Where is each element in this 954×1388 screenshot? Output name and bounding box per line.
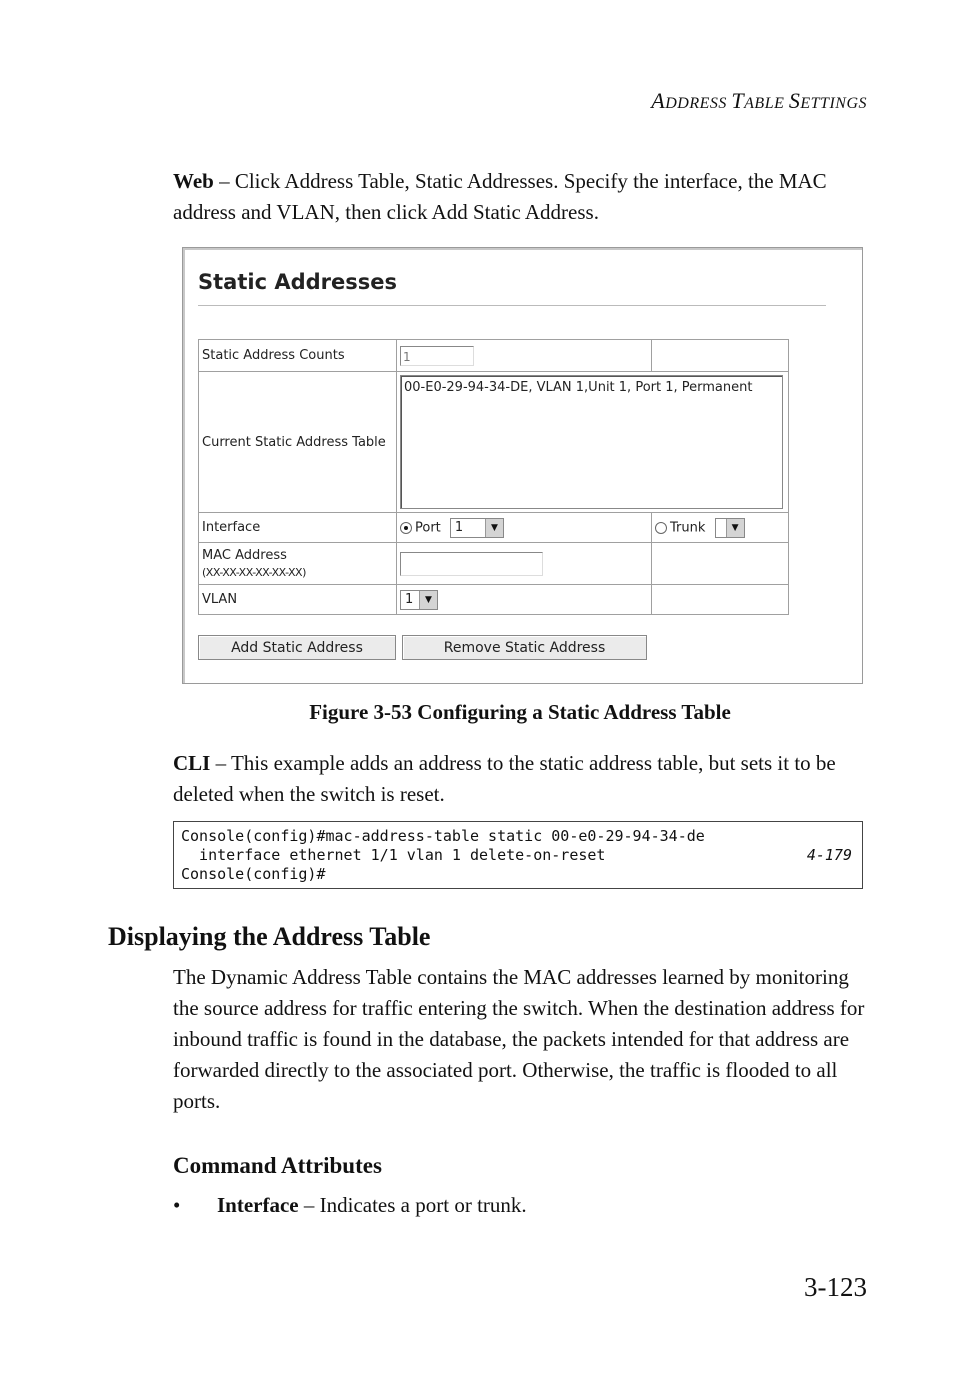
vlan-select[interactable]: 1 ▼ — [400, 590, 438, 610]
static-address-form — [198, 339, 789, 615]
attribute-desc: – Indicates a port or trunk. — [298, 1193, 527, 1217]
code-line-3: Console(config)# — [181, 865, 326, 883]
section-title: Displaying the Address Table — [108, 922, 431, 951]
static-address-list[interactable] — [400, 375, 783, 509]
vlan-label: VLAN — [199, 585, 397, 615]
cli-code-block — [173, 821, 863, 889]
list-item[interactable]: 00-E0-29-94-34-DE, VLAN 1,Unit 1, Port 1, Permanent — [404, 380, 753, 395]
chevron-down-icon: ▼ — [485, 519, 503, 537]
page-number: 3-123 — [804, 1272, 867, 1302]
section-body: The Dynamic Address Table contains the MAC addresses learned by monitoring the source address for traffic entering the switch. When the destination address for inbound traffic is found in the database, the packets intended for that address are forwarded directly to the associated port. Otherwise, the traffic is flooded to all ports. — [173, 965, 865, 1113]
mac-address-input[interactable] — [400, 552, 543, 576]
intro-paragraph: Web – Click Address Table, Static Addresses. Specify the interface, the MAC address and VLAN, then click Add Static Address. — [173, 169, 827, 224]
trunk-radio-label: Trunk — [670, 520, 706, 535]
code-line-2: interface ethernet 1/1 vlan 1 delete-on-reset — [181, 846, 606, 864]
code-line-1: Console(config)#mac-address-table static 00-e0-29-94-34-de — [181, 827, 705, 845]
subsection-heading: Command Attributes — [173, 1153, 382, 1178]
title-divider — [198, 305, 826, 306]
trunk-radio[interactable] — [655, 522, 667, 534]
table-label: Current Static Address Table — [199, 372, 397, 513]
intro-lead: Web — [173, 169, 214, 193]
bullet-marker: • — [173, 1193, 181, 1217]
running-header: ADDRESS TABLE SETTINGS — [651, 88, 867, 113]
add-static-address-button[interactable]: Add Static Address — [198, 635, 396, 660]
port-select[interactable]: 1 ▼ — [450, 518, 504, 538]
mac-label: MAC Address — [202, 547, 287, 563]
chevron-down-icon: ▼ — [726, 519, 744, 537]
port-radio-label: Port — [415, 520, 441, 535]
count-label: Static Address Counts — [199, 340, 397, 372]
mac-format-hint: (XX-XX-XX-XX-XX-XX) — [202, 565, 306, 579]
chevron-down-icon: ▼ — [419, 591, 437, 609]
port-radio[interactable] — [400, 522, 412, 534]
command-reference: 4-179 — [806, 846, 852, 864]
cli-lead: CLI — [173, 751, 211, 775]
panel-title: Static Addresses — [198, 270, 397, 294]
trunk-select[interactable] — [715, 518, 745, 538]
static-addresses-screenshot — [182, 247, 863, 684]
remove-static-address-button[interactable]: Remove Static Address — [402, 635, 647, 660]
attribute-term: Interface — [217, 1193, 299, 1217]
interface-label: Interface — [199, 513, 397, 543]
figure-caption: Figure 3-53 Configuring a Static Address Table — [309, 700, 731, 724]
count-field: 1 — [400, 346, 474, 366]
cli-paragraph: CLI – This example adds an address to the static address table, but sets it to be deleted when the switch is reset. — [173, 751, 836, 806]
